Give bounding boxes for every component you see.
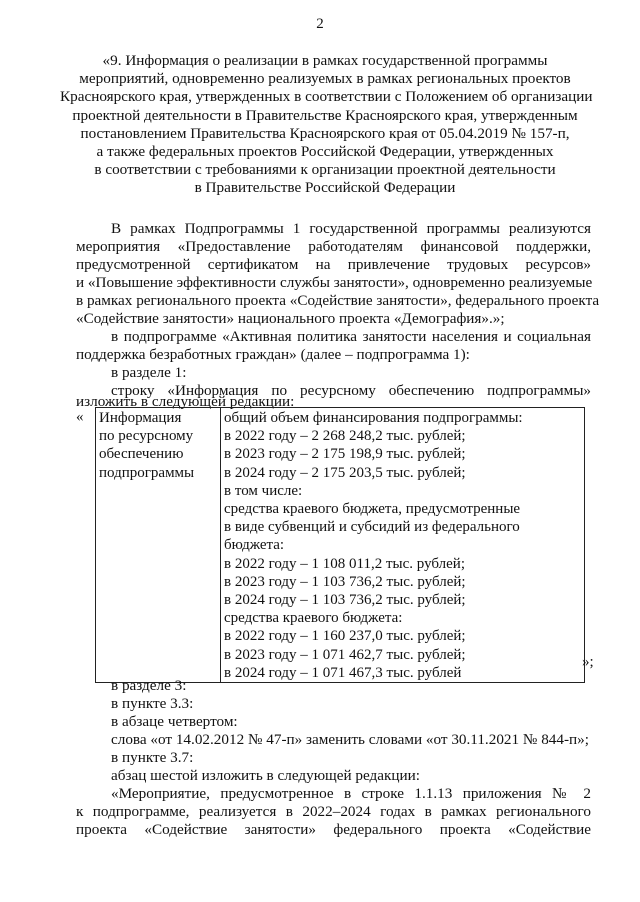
paragraph-line: слова «от 14.02.2012 № 47-п» заменить словами «от 30.11.2021 № 844-п»; xyxy=(111,731,589,748)
paragraph-line: в подпрограмме «Активная политика занятости населения и социальная xyxy=(111,328,591,345)
table-content-cell xyxy=(221,408,585,683)
content-line: в том числе: xyxy=(224,482,303,499)
content-line: в 2024 году – 1 103 736,2 тыс. рублей; xyxy=(224,592,466,609)
paragraph-line: в абзаце четвертом: xyxy=(111,713,238,730)
paragraph-line: строку «Информация по ресурсному обеспечению подпрограммы» xyxy=(111,382,591,399)
content-line: в 2023 году – 2 175 198,9 тыс. рублей; xyxy=(224,446,466,463)
content-line: в 2023 году – 1 071 462,7 тыс. рублей; xyxy=(224,646,466,663)
table-row xyxy=(96,408,585,683)
table-close-quote: »; xyxy=(582,654,594,670)
paragraph-line: к подпрограмме, реализуется в 2022–2024 годах в рамках регионального xyxy=(76,803,591,820)
content-line: в 2022 году – 1 160 237,0 тыс. рублей; xyxy=(224,628,466,645)
label-line: по ресурсному xyxy=(99,428,194,445)
section-heading xyxy=(60,52,593,198)
paragraph-line: в пункте 3.7: xyxy=(111,749,194,766)
content-line: в виде субвенций и субсидий из федерального xyxy=(224,519,520,536)
paragraph-line: мероприятия «Предоставление работодателям финансовой поддержки, xyxy=(76,238,591,255)
content-line: средства краевого бюджета: xyxy=(224,610,403,627)
content-line: в 2022 году – 1 108 011,2 тыс. рублей; xyxy=(224,555,465,572)
content-line: в 2023 году – 1 103 736,2 тыс. рублей; xyxy=(224,573,466,590)
paragraph-line: изложить в следующей редакции: xyxy=(76,393,295,410)
paragraph-line: В рамках Подпрограммы 1 государственной программы реализуются xyxy=(111,220,591,237)
label-line: Информация xyxy=(99,410,182,426)
label-line: обеспечению xyxy=(99,446,184,463)
table-open-quote: « xyxy=(76,409,84,425)
resource-info-table xyxy=(95,407,585,683)
paragraph-line: поддержка безработных граждан» (далее – подпрограмма 1): xyxy=(76,346,470,363)
heading-line: «9. Информация о реализации в рамках государственной программы xyxy=(102,52,548,69)
content-line: в 2024 году – 2 175 203,5 тыс. рублей; xyxy=(224,464,466,481)
heading-line: в соответствии с требованиями к организации проектной деятельности xyxy=(94,161,556,179)
page-number: 2 xyxy=(316,16,324,32)
label-line: подпрограммы xyxy=(99,464,195,481)
paragraph-line: в разделе 1: xyxy=(111,364,187,381)
paragraph-line: предусмотренной сертификатом на привлечение трудовых ресурсов» xyxy=(76,256,591,273)
content-line: общий объем финансирования подпрограммы: xyxy=(224,410,523,426)
heading-line: мероприятий, одновременно реализуемых в рамках региональных проектов xyxy=(79,70,571,88)
content-line: в 2022 году – 2 268 248,2 тыс. рублей; xyxy=(224,428,466,445)
table-label-cell xyxy=(96,408,221,683)
heading-line: постановлением Правительства Красноярского края от 05.04.2019 № 157-п, xyxy=(80,124,570,142)
content-line: средства краевого бюджета, предусмотренные xyxy=(224,501,521,518)
content-line: в 2024 году – 1 071 467,3 тыс. рублей xyxy=(224,664,462,681)
paragraph-line: «Мероприятие, предусмотренное в строке 1.1.13 приложения № 2 xyxy=(111,785,591,802)
heading-line: проектной деятельности в Правительстве Красноярского края, утвержденным xyxy=(72,106,578,124)
heading-line: в Правительстве Российской Федерации xyxy=(194,179,456,197)
content-line: бюджета: xyxy=(224,537,285,554)
paragraph-line: абзац шестой изложить в следующей редакции: xyxy=(111,767,420,784)
heading-line: Красноярского края, утвержденных в соответствии с Положением об организации xyxy=(60,88,593,106)
paragraph-line: в рамках регионального проекта «Содействие занятости», федерального проекта xyxy=(76,292,600,309)
paragraph-line: и «Повышение эффективности службы занятости», одновременно реализуемые xyxy=(76,274,593,291)
paragraph-line: в разделе 3: xyxy=(111,677,187,694)
paragraph-line: проекта «Содействие занятости» федерального проекта «Содействие xyxy=(76,821,591,838)
heading-line: а также федеральных проектов Российской Федерации, утвержденных xyxy=(96,143,554,161)
paragraph-line: «Содействие занятости» национального проекта «Демография».»; xyxy=(76,310,505,327)
paragraph-line: в пункте 3.3: xyxy=(111,695,194,712)
